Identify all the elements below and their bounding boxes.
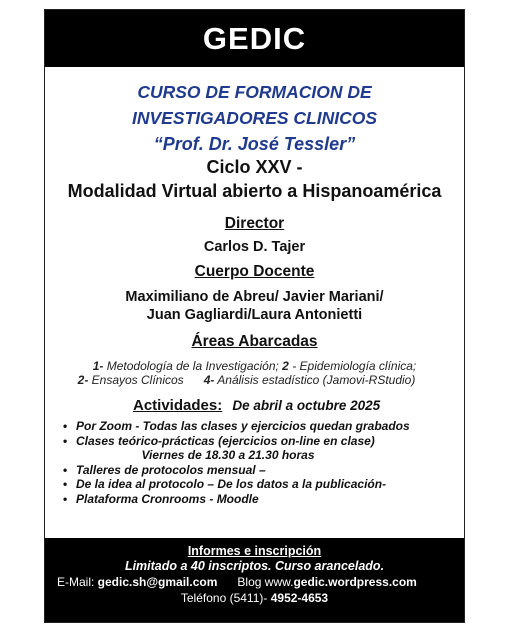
- activities-header: [133, 397, 380, 414]
- footer-phone: [45, 591, 464, 605]
- footer-bar: [45, 538, 464, 623]
- areas-line2: [44, 373, 456, 387]
- blog-link[interactable]: gedic.wordpress.com: [293, 575, 417, 589]
- email-label: E-Mail:: [57, 575, 98, 589]
- activities-label: Actividades:: [133, 397, 223, 414]
- area-text: Ensayos Clínicos: [88, 373, 184, 387]
- footer-contacts: [57, 575, 417, 589]
- footer-limit: Limitado a 40 inscriptos. Curso arancelado.: [124, 559, 385, 573]
- course-title-line2: INVESTIGADORES CLINICOS: [131, 108, 378, 128]
- course-cycle: Ciclo XXV -: [206, 157, 303, 177]
- area-number: 2: [282, 359, 289, 373]
- course-honoree: “Prof. Dr. José Tessler”: [153, 134, 356, 154]
- list-item: • Talleres de protocolos mensual –: [63, 462, 266, 477]
- course-modality: Modalidad Virtual abierto a Hispanoamérica: [67, 181, 442, 201]
- phone-number: 4952-4653: [270, 591, 329, 605]
- area-text: - Epidemiología clínica;: [288, 359, 417, 373]
- email-link[interactable]: gedic.sh@gmail.com: [97, 575, 218, 589]
- activities-list: [63, 419, 410, 506]
- brand-title: GEDIC: [202, 21, 307, 56]
- area-text: Análisis estadístico (Jamovi-RStudio): [214, 373, 416, 387]
- faculty-line1: Maximiliano de Abreu/ Javier Mariani/: [125, 289, 384, 305]
- list-item: • De la idea al protocolo – De los datos a la publicación-: [63, 477, 387, 491]
- area-number: 4-: [203, 373, 215, 387]
- area-text: Metodología de la Investigación;: [103, 359, 283, 373]
- list-item: • Por Zoom - Todas las clases y ejercicios quedan grabados: [63, 419, 410, 433]
- area-number: 2-: [77, 373, 89, 387]
- blog-label: Blog www.: [237, 575, 294, 589]
- director-heading: Director: [224, 215, 285, 232]
- list-item: • Clases teórico-prácticas (ejercicios on-line en clase): [63, 433, 375, 448]
- bullet: •: [63, 462, 68, 477]
- bullet: •: [63, 433, 68, 448]
- flyer: [44, 9, 465, 623]
- list-item: • Plataforma Cronrooms - Moodle: [63, 491, 259, 506]
- footer-heading: Informes e inscripción: [187, 544, 322, 558]
- areas-heading: Áreas Abarcadas: [191, 333, 318, 350]
- course-title-line1: CURSO DE FORMACION DE: [137, 82, 372, 102]
- bullet: •: [63, 491, 68, 506]
- activities-dates: De abril a octubre 2025: [232, 398, 381, 413]
- phone-label: Teléfono (5411)-: [180, 591, 271, 605]
- areas-line1: [45, 359, 464, 373]
- area-number: 1-: [92, 359, 104, 373]
- faculty-line2: Juan Gagliardi/Laura Antonietti: [146, 307, 363, 323]
- list-item-schedule: Viernes de 18.30 a 21.30 horas: [141, 448, 315, 462]
- bullet: •: [63, 477, 68, 491]
- faculty-heading: Cuerpo Docente: [194, 263, 315, 280]
- bullet: •: [63, 419, 68, 433]
- director-name: Carlos D. Tajer: [203, 239, 306, 255]
- header-bar: [45, 10, 464, 67]
